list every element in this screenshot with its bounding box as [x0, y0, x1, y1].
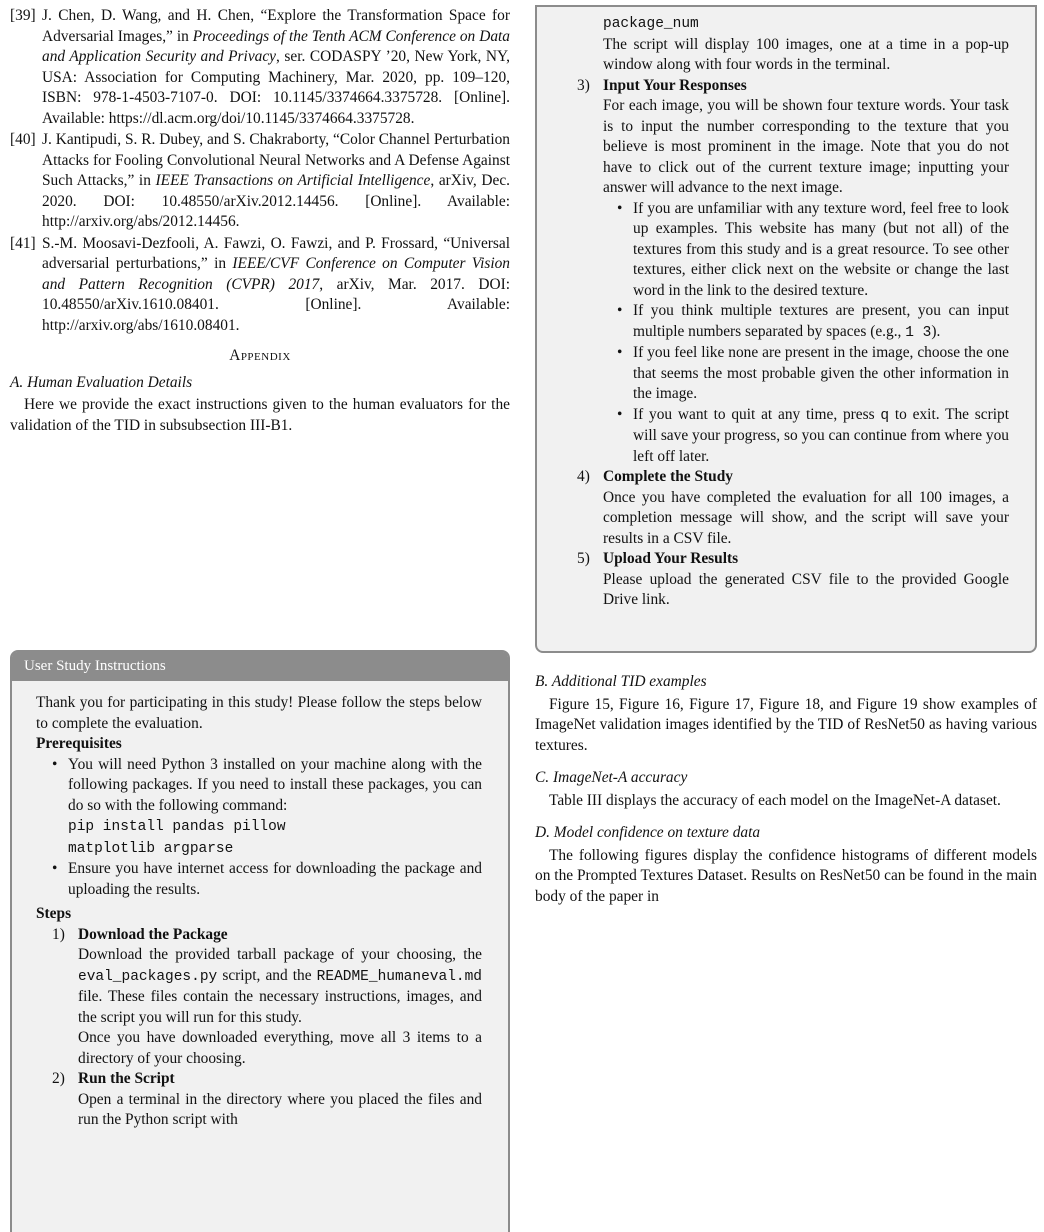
section-b-title: B. Additional TID examples [535, 673, 707, 690]
right-column [535, 670, 1037, 907]
step-text: script, and the [217, 966, 317, 984]
step-text: Please upload the generated CSV file to the provided Google Drive link. [603, 570, 1009, 608]
tip-item [617, 301, 1009, 343]
prerequisite-text: You will need Python 3 installed on your machine along with the following packages. If you need to install these packages, you can do so with the following command: [68, 755, 482, 814]
tip-text: ). [931, 322, 941, 340]
prerequisite-item [52, 755, 482, 860]
step-text: Download the provided tarball package of your choosing, the [78, 946, 482, 963]
step-3 [561, 76, 1009, 468]
reference-venue: Proceedings of the Tenth ACM Conference on Data and Application Security and Privacy [42, 27, 510, 65]
reference-number: [39] [10, 7, 36, 24]
inline-code: README_humaneval.md [316, 968, 482, 985]
reference-text: , ser. CODASPY ’20, New York, NY, USA: Association for Computing Machinery, Mar. 2020, pp. 109–120, ISBN: 978-1-4503-7107-0. DOI: 10.1145/3374664.3375728. [Online]. Available: https://dl.acm.org/doi/10.1145/3374664.3375728. [42, 48, 510, 127]
step-text: Once you have completed the evaluation for all 100 images, a completion message will show, and the script will save your results in a CSV file. [603, 488, 1009, 547]
tip-item: • If you feel like none are present in the image, choose the one that seems the most probable given the other information in the image. [617, 343, 1009, 405]
reference-venue: IEEE Transactions on Artificial Intelligence [155, 172, 431, 189]
step-title: Input Your Responses [603, 76, 747, 94]
step-number: 5) [577, 550, 590, 567]
reference-39 [10, 6, 510, 129]
step-title: Complete the Study [603, 468, 733, 485]
inline-code: package_num [603, 16, 699, 32]
tip-text: If you want to quit at any time, press [633, 405, 881, 423]
install-command-line: pip install pandas pillow [68, 819, 286, 835]
step-1 [36, 925, 482, 1070]
reference-number: [41] [10, 234, 36, 252]
section-d-text: The following figures display the confidence histograms of different models on the Prompted Textures Dataset. Results on ResNet50 can be found in the main body of the paper in [535, 846, 1037, 905]
step-text: file. These files contain the necessary instructions, images, and the script you will run for this study. [78, 988, 482, 1026]
instructions-intro: Thank you for participating in this study! Please follow the steps below to complete the evaluation. [36, 694, 482, 732]
tip-item: • If you are unfamiliar with any texture word, feel free to look up examples. This website has many (but not all) of the textures from this study and is a great resource. To see other textures, either click next on the website or change the last word in the link to the desired texture. [617, 199, 1009, 302]
step-number: 1) [52, 925, 65, 943]
step-text: Open a terminal in the directory where you placed the files and run the Python script with [78, 1090, 482, 1128]
instructions-box-part2 [535, 5, 1037, 653]
section-b-text: Figure 15, Figure 16, Figure 17, Figure 18, and Figure 19 show examples of ImageNet validation images identified by the TID of ResNet50 as having various textures. [535, 695, 1037, 754]
inline-code: 1 3 [905, 324, 932, 341]
reference-text: J. Kantipudi, S. R. Dubey, and S. Chakraborty, “Color Channel Perturbation Attacks for Fooling Convolutional Neural Networks and A Defense Against Such Attacks,” in [42, 131, 510, 189]
step-number: 3) [577, 76, 590, 94]
reference-text: J. Chen, D. Wang, and H. Chen, “Explore the Transformation Space for Adversarial Images,” in [42, 7, 510, 45]
appendix-heading: Appendix [229, 347, 291, 364]
reference-text: , arXiv, Dec. 2020. DOI: 10.48550/arXiv.2012.14456. [Online]. Available: http://arxiv.org/abs/2012.14456. [42, 172, 511, 230]
step-number: 4) [577, 468, 590, 485]
step-title: Run the Script [78, 1070, 175, 1087]
step-5 [561, 549, 1009, 611]
tip-item [617, 405, 1009, 468]
reference-41 [10, 234, 510, 337]
instructions-box-title: User Study Instructions [12, 652, 508, 681]
left-column [10, 0, 510, 436]
step-title: Download the Package [78, 925, 228, 943]
steps-heading: Steps [36, 905, 72, 922]
step-title: Upload Your Results [603, 550, 739, 567]
inline-code: eval_packages.py [78, 968, 218, 985]
section-c-text: Table III displays the accuracy of each model on the ImageNet-A dataset. [549, 791, 1001, 809]
inline-code: q [880, 407, 890, 424]
step-number: 2) [52, 1070, 65, 1087]
tip-text: to exit. The script will save your progress, so you can continue from where you left off later. [633, 405, 1009, 465]
section-c-title: C. ImageNet-A accuracy [535, 769, 688, 786]
reference-40 [10, 130, 510, 233]
step-4 [561, 467, 1009, 549]
reference-text: , arXiv, Mar. 2017. DOI: 10.48550/arXiv.1610.08401. [Online]. Available: http://arxiv.org/abs/1610.08401. [42, 275, 511, 334]
step-text: Once you have downloaded everything, move all 3 items to a directory of your choosing. [78, 1029, 482, 1067]
step-text: For each image, you will be shown four texture words. Your task is to input the number corresponding to the texture that you believe is most prominent in the image. Note that you do not have to click out of the current texture image; inputting your answer will advance to the next image. [603, 97, 1009, 196]
reference-venue: IEEE/CVF Conference on Computer Vision and Pattern Recognition (CVPR) 2017 [42, 255, 510, 293]
section-a-text: Here we provide the exact instructions given to the human evaluators for the validation of the TID in subsubsection III-B1. [10, 396, 510, 434]
reference-number: [40] [10, 131, 36, 148]
install-command-line: matplotlib argparse [68, 840, 234, 857]
section-a-title: A. Human Evaluation Details [10, 373, 193, 391]
prerequisites-heading: Prerequisites [36, 735, 122, 752]
section-d-title: D. Model confidence on texture data [535, 824, 761, 841]
step-text: The script will display 100 images, one at a time in a pop-up window along with four words in the terminal. [603, 35, 1009, 73]
instructions-box-part1 [10, 650, 510, 1232]
step-2 [36, 1069, 482, 1131]
tip-text: If you think multiple textures are present, you can input multiple numbers separated by spaces (e.g., [633, 302, 1009, 340]
reference-text: S.-M. Moosavi-Dezfooli, A. Fawzi, O. Fawzi, and P. Frossard, “Universal adversarial perturbations,” in [42, 234, 510, 272]
prerequisite-item: • Ensure you have internet access for downloading the package and uploading the results. [52, 859, 482, 900]
